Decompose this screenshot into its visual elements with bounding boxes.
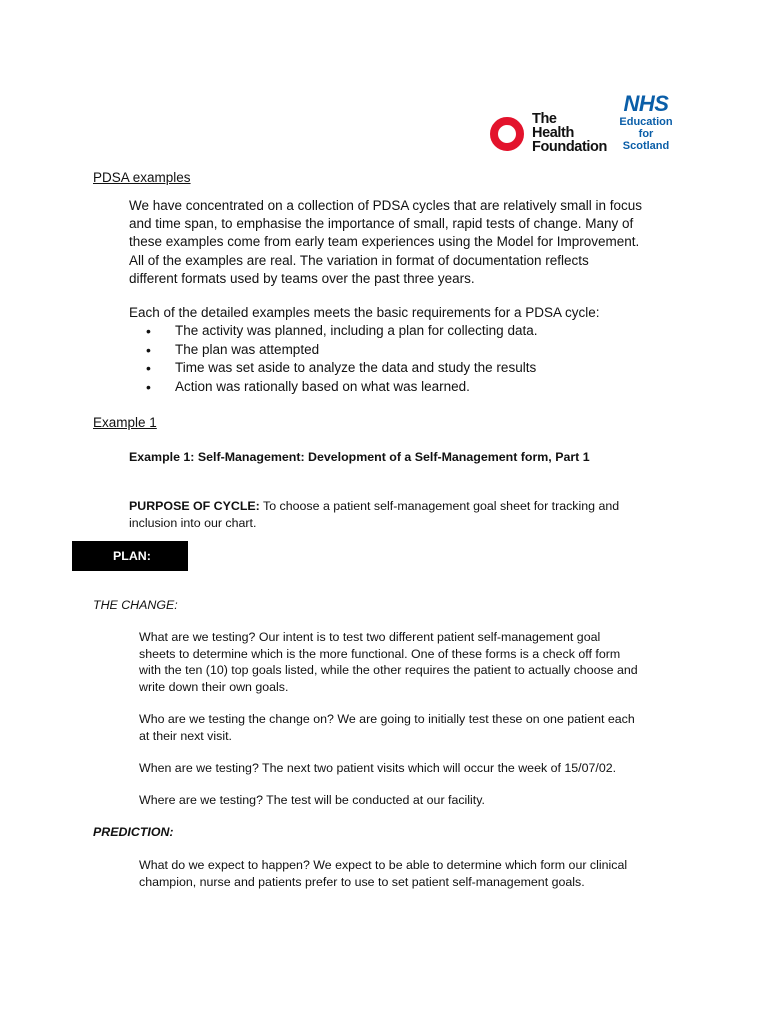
nhs-sub-line-2: for [638, 128, 654, 140]
health-foundation-ring-icon [489, 116, 525, 152]
expect-block [139, 857, 627, 890]
list-item: • Action was rationally based on what was learned. [146, 378, 537, 397]
what-testing-line: What are we testing? Our intent is to test two different patient self-management goal [139, 630, 601, 644]
list-item: • The plan was attempted [146, 341, 537, 360]
intro-line: different formats used by teams over the past three years. [129, 270, 475, 286]
where-testing: Where are we testing? The test will be conducted at our facility. [139, 793, 485, 807]
who-testing-line: Who are we testing the change on? We are going to initially test these on one patient each [139, 712, 635, 726]
what-testing-line: with the ten (10) top goals listed, while the other requires the patient to actually choose and [139, 663, 638, 678]
expect-line: What do we expect to happen? We expect to be able to determine which form our clinical [139, 858, 628, 872]
intro-line: We have concentrated on a collection of PDSA cycles that are relatively small in focus [129, 198, 643, 213]
nhs-badge: NHS [623, 91, 669, 116]
change-heading: THE CHANGE: [93, 598, 178, 612]
when-testing: When are we testing? The next two patient visits which will occur the week of 15/07/02. [139, 761, 617, 775]
intro-line: and time span, to emphasise the importance of small, rapid tests of change. Many of [129, 216, 634, 232]
example-heading: Example 1 [93, 415, 157, 430]
prediction-heading: PREDICTION: [93, 825, 174, 839]
intro-paragraph [129, 197, 642, 288]
intro-line: All of the examples are real. The variation in format of documentation reflects [129, 252, 589, 268]
example-title: Example 1: Self-Management: Development of a Self-Management form, Part 1 [129, 450, 590, 464]
health-foundation-logo [489, 112, 619, 156]
list-item: • The activity was planned, including a plan for collecting data. [146, 322, 537, 341]
what-testing-line: sheets to determine which is the more functional. One of these forms is a check off form [139, 646, 621, 661]
intro-line: these examples come from early team experiences using the Model for Improvement. [129, 234, 640, 250]
what-testing-line: write down their own goals. [139, 679, 289, 694]
purpose-label: PURPOSE OF CYCLE: [129, 499, 260, 513]
section-title: PDSA examples [93, 170, 191, 185]
expect-line: champion, nurse and patients prefer to use to set patient self-management goals. [139, 874, 585, 889]
health-foundation-wordmark: The Health Foundation [532, 111, 607, 155]
plan-label: PLAN: [113, 549, 151, 563]
requirements-lead: Each of the detailed examples meets the basic requirements for a PDSA cycle: [129, 305, 600, 320]
purpose-line-2: inclusion into our chart. [129, 516, 257, 530]
plan-label-box [72, 541, 188, 571]
requirements-list [146, 322, 537, 396]
purpose-text-1: To choose a patient self-management goal sheet for tracking and [259, 499, 620, 513]
nhs-sub-line-3: Scotland [622, 140, 670, 152]
what-testing-block [139, 629, 638, 695]
purpose-line-1 [129, 498, 619, 515]
who-testing-block [139, 711, 635, 744]
nhs-education-scotland-logo [614, 92, 678, 158]
list-item: • Time was set aside to analyze the data and study the results [146, 359, 537, 378]
who-testing-line: at their next visit. [139, 728, 232, 743]
nhs-sub-line-1: Education [619, 116, 673, 128]
